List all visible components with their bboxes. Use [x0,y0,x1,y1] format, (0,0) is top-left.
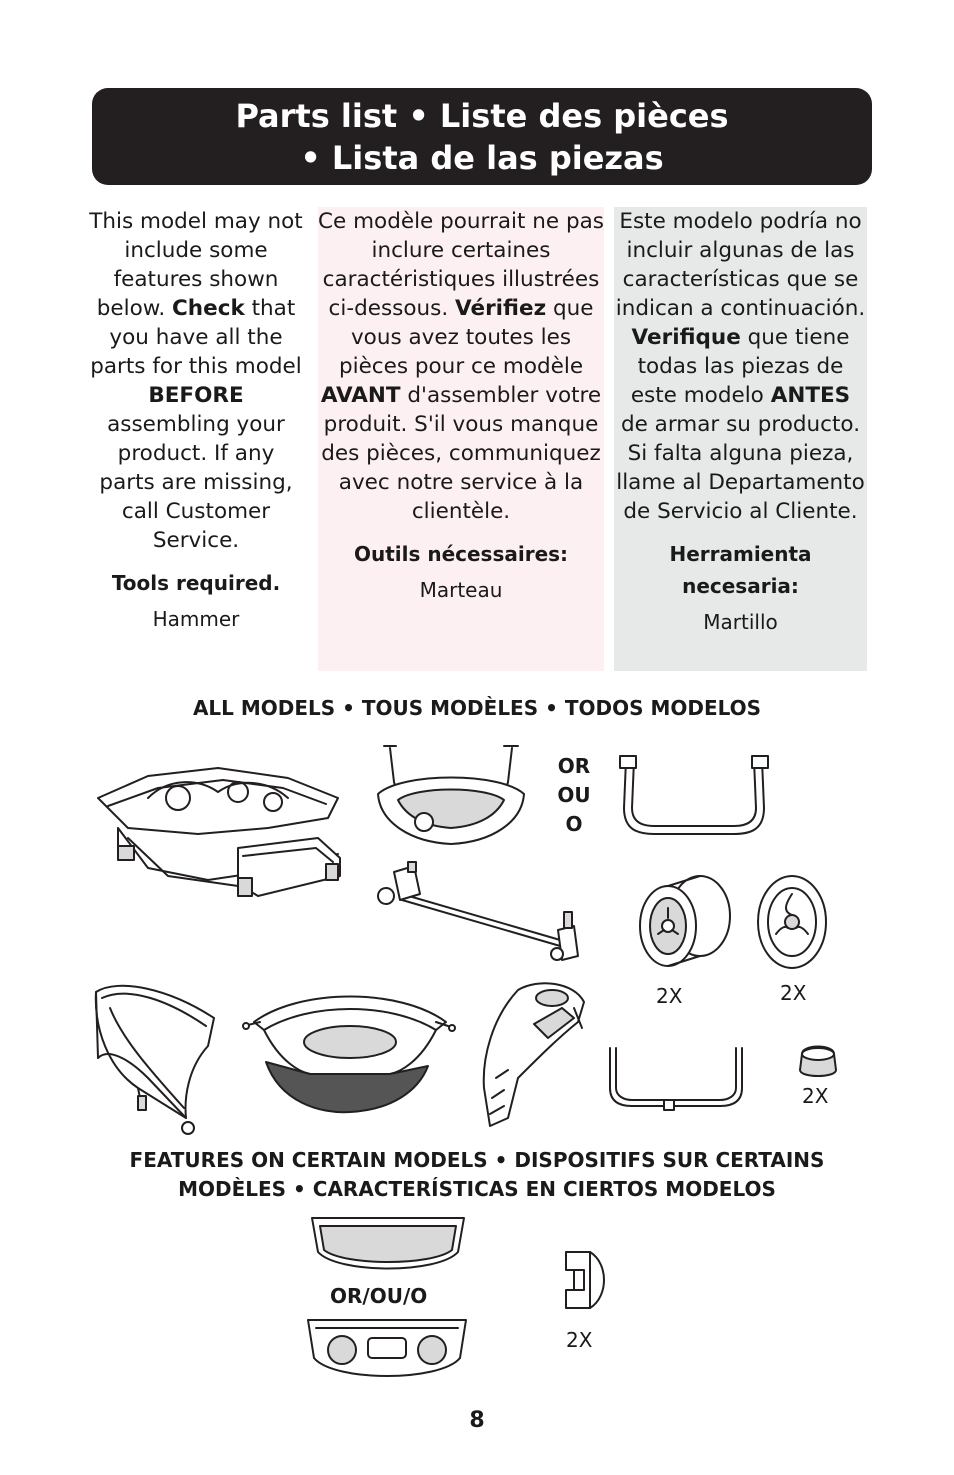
spanish-before: ANTES [770,383,851,408]
english-column [88,207,304,671]
certain-models-heading-line-1: FEATURES ON CERTAIN MODELS • DISPOSITIFS SUR CERTAINS [129,1148,825,1172]
french-tool: Marteau [419,578,503,602]
or-label [554,752,594,839]
french-before: AVANT [320,383,401,408]
french-check: Vérifiez [455,296,547,321]
or-label-line-1: OR [557,754,591,778]
french-intro: Ce modèle pourrait ne pas inclure certaines caractéristiques illustrées ci-dessous. [318,209,604,321]
or-ou-o-label: OR/OU/O [330,1284,428,1308]
french-instructions [318,207,604,526]
rear-wheel-illustration [754,872,830,972]
spanish-intro: Este modelo podría no incluir algunas de las características que se indican a continuación. [615,209,866,321]
cap-quantity: 2X [802,1084,829,1108]
rear-wheel-quantity: 2X [780,981,807,1005]
spanish-column [614,207,867,671]
page-title-line-1: Parts list • Liste des pièces [235,96,729,135]
english-tools-heading: Tools required. [111,571,281,595]
english-instructions [88,207,304,555]
bumper-bar-illustration [614,752,774,840]
certain-models-heading [60,1146,894,1204]
english-text-2: that you have all the parts for this model [90,296,302,379]
front-wheel-illustration [638,872,734,972]
stroller-frame-illustration [88,758,350,910]
english-tool: Hammer [152,607,240,631]
french-text-2: que vous avez toutes les pièces pour ce modèle [338,296,594,379]
spanish-check: Verifique [631,325,741,350]
cap-illustration [796,1040,840,1082]
canopy-illustration [88,978,218,1142]
all-models-heading: ALL MODELS • TOUS MODÈLES • TODOS MODELOS [192,696,762,720]
boot-cover-illustration [240,982,458,1116]
french-text-3: d'assembler votre produit. S'il vous manque des pièces, communiquez avec notre service à la clientèle. [321,383,602,524]
spanish-tools-heading: Herramienta necesaria: [669,542,812,598]
french-column [318,207,604,671]
spanish-instructions [614,207,867,526]
parent-tray-cupholders-illustration [302,1314,472,1386]
front-wheel-quantity: 2X [656,984,683,1008]
spanish-text-3: de armar su producto. Si falta alguna pieza, llame al Departamento de Servicio al Cliente. [616,412,865,524]
parent-console-illustration [478,978,588,1126]
english-intro: This model may not include some features shown below. [89,209,303,321]
spanish-tool: Martillo [703,610,778,634]
english-text-3: assembling your product. If any parts are missing, call Customer Service. [99,412,293,553]
rear-axle-illustration [372,860,592,968]
english-check: Check [172,296,245,321]
spanish-text-2: que tiene todas las piezas de este modelo [630,325,850,408]
page-title-banner [92,88,872,185]
basket-bar-illustration [606,1044,746,1112]
certain-models-heading-line-2: MODÈLES • CARACTERÍSTICAS EN CIERTOS MODELOS [178,1177,776,1201]
page-title-line-2: • Lista de las piezas [300,138,664,177]
parent-tray-plain-illustration [308,1214,468,1282]
french-tools-heading: Outils nécessaires: [353,542,569,566]
or-label-line-3: O [565,812,583,836]
clip-quantity: 2X [566,1328,593,1352]
english-before: BEFORE [148,383,244,408]
child-tray-illustration [372,742,530,848]
page-number: 8 [469,1408,485,1433]
clip-illustration [560,1248,606,1312]
or-label-line-2: OU [557,783,591,807]
